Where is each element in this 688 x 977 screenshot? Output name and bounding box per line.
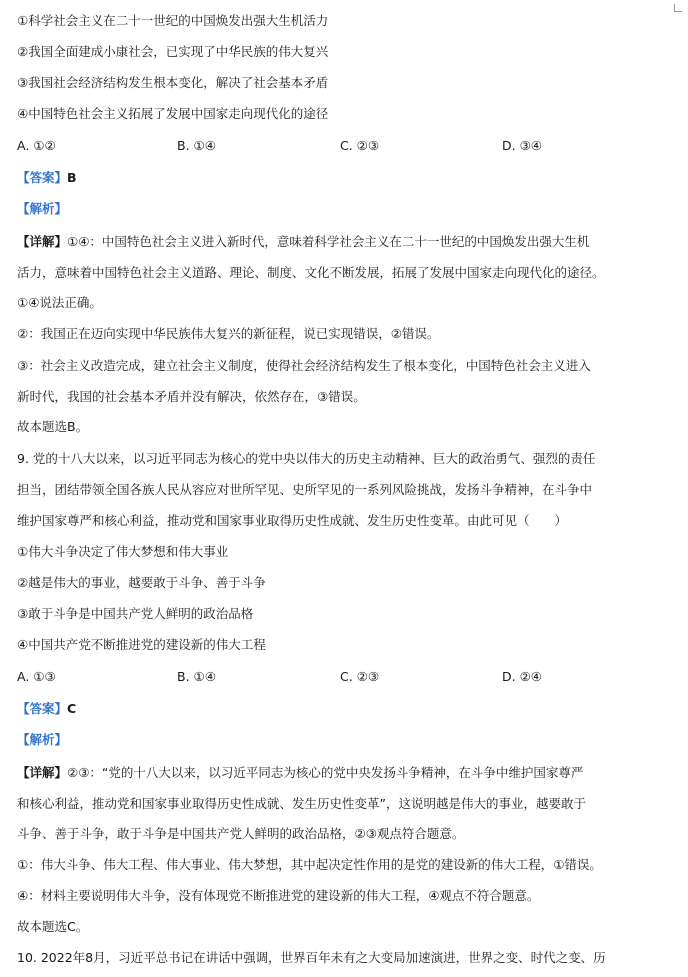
q8-analysis-line (17, 201, 672, 217)
q9-statement-4: ④中国共产党不断推进党的建设新的伟大工程 (17, 637, 266, 652)
q8-conclusion: 故本题选B。 (17, 419, 89, 434)
q8-statement-2: ②我国全面建成小康社会，已实现了中华民族的伟大复兴 (17, 44, 329, 59)
detail-tag: 【详解】 (17, 765, 68, 780)
detail-tag: 【详解】 (17, 234, 68, 249)
answer-value: B (67, 170, 77, 185)
q9-detail-line-5: ④：材料主要说明伟大斗争，没有体现党不断推进党的建设新的伟大工程，④观点不符合题意。 (17, 888, 540, 903)
q9-options (17, 669, 672, 685)
q9-option-c: C. ②③ (340, 669, 380, 684)
page-corner-mark (674, 4, 682, 12)
detail-text: ②③：“党的十八大以来，以习近平同志为核心的党中央发扬斗争精神，在斗争中维护国家尊严 (67, 765, 584, 780)
q9-option-b: B. ①④ (177, 669, 216, 684)
q8-detail-line-3: ①④说法正确。 (17, 295, 102, 310)
answer-tag: 【答案】 (17, 170, 68, 185)
q9-option-d: D. ②④ (502, 669, 542, 684)
q8-detail-line-2: 活力，意味着中国特色社会主义道路、理论、制度、文化不断发展，拓展了发展中国家走向现代化的途径。 (17, 265, 605, 280)
q8-option-c: C. ②③ (340, 138, 380, 153)
q9-stem-line-1: 9. 党的十八大以来，以习近平同志为核心的党中央以伟大的历史主动精神、巨大的政治勇气、强烈的责任 (17, 451, 596, 466)
analysis-tag: 【解析】 (17, 732, 68, 747)
q9-stem-line-3: 维护国家尊严和核心利益，推动党和国家事业取得历史性成就、发生历史性变革。由此可见（ ） (17, 513, 568, 528)
q9-detail-line-1 (17, 765, 672, 781)
q9-conclusion: 故本题选C。 (17, 919, 89, 934)
q9-detail-line-2: 和核心利益，推动党和国家事业取得历史性成就、发生历史性变革”，这说明越是伟大的事业，越要敢于 (17, 796, 586, 811)
q9-analysis-line (17, 732, 672, 748)
q9-option-a: A. ①③ (17, 669, 56, 684)
q8-option-b: B. ①④ (177, 138, 216, 153)
q8-detail-line-4: ②：我国正在迈向实现中华民族伟大复兴的新征程，说已实现错误，②错误。 (17, 326, 440, 341)
q9-answer-line (17, 701, 672, 717)
q9-stem-line-2: 担当，团结带领全国各族人民从容应对世所罕见、史所罕见的一系列风险挑战，发扬斗争精神，在斗争中 (17, 482, 593, 497)
q8-statement-1: ①科学社会主义在二十一世纪的中国焕发出强大生机活力 (17, 13, 329, 28)
q9-statement-1: ①伟大斗争决定了伟大梦想和伟大事业 (17, 544, 229, 559)
q8-options (17, 138, 672, 154)
q8-option-a: A. ①② (17, 138, 56, 153)
answer-value: C (67, 701, 77, 716)
q9-detail-line-4: ①：伟大斗争、伟大工程、伟大事业、伟大梦想，其中起决定性作用的是党的建设新的伟大工程，①错误。 (17, 857, 602, 872)
analysis-tag: 【解析】 (17, 201, 68, 216)
q8-statement-4: ④中国特色社会主义拓展了发展中国家走向现代化的途径 (17, 106, 329, 121)
q9-statement-3: ③敢于斗争是中国共产党人鲜明的政治品格 (17, 606, 254, 621)
q9-detail-line-3: 斗争、善于斗争，敢于斗争是中国共产党人鲜明的政治品格，②③观点符合题意。 (17, 826, 465, 841)
q8-statement-3: ③我国社会经济结构发生根本变化，解决了社会基本矛盾 (17, 75, 329, 90)
q9-statement-2: ②越是伟大的事业，越要敢于斗争、善于斗争 (17, 575, 266, 590)
q8-detail-line-5: ③：社会主义改造完成，建立社会主义制度，使得社会经济结构发生了根本变化，中国特色社会主义进入 (17, 358, 591, 373)
detail-text: ①④：中国特色社会主义进入新时代，意味着科学社会主义在二十一世纪的中国焕发出强大生机 (67, 234, 590, 249)
q8-answer-line (17, 170, 672, 186)
q10-stem-line-1: 10. 2022年8月，习近平总书记在讲话中强调，世界百年未有之大变局加速演进，世界之变、时代之变、历 (17, 950, 606, 965)
q8-option-d: D. ③④ (502, 138, 542, 153)
q8-detail-line-1 (17, 234, 672, 250)
answer-tag: 【答案】 (17, 701, 68, 716)
q8-detail-line-6: 新时代，我国的社会基本矛盾并没有解决，依然存在，③错误。 (17, 389, 366, 404)
